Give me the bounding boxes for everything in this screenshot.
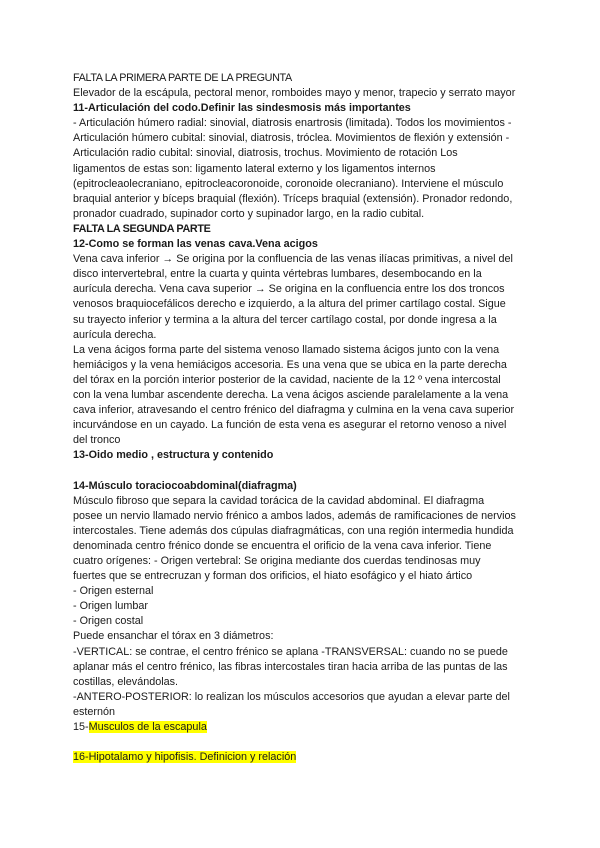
section-heading: 13-Oido medio , estructura y contenido <box>73 449 274 462</box>
text-line: con la vena lumbar ascendente derecha. La vena ácigos asciende paralelamente a la vena <box>73 388 509 401</box>
text-line: denominada centro frénico donde se encuentra el orificio de la vena cava inferior. Tiene <box>73 539 492 552</box>
text-line <box>73 463 533 478</box>
question-15 <box>73 720 533 735</box>
text-line: esternón <box>73 705 116 718</box>
text-line: pronador cuadrado, supinador corto y supinador largo, en la radio cubital. <box>73 207 425 220</box>
text-line: - Articulación húmero radial: sinovial, diatrosis enartrosis (limitada). Todos los movimientos - <box>73 117 512 130</box>
text-line: fuertes que se entrecruzan y forman dos orificios, el hiato esofágico y el hiato ártico <box>73 570 473 583</box>
text-line: del tórax en la porción interior posterior de la cavidad, naciente de la 12 º vena intercostal <box>73 373 501 386</box>
text-line: Puede ensanchar el tórax en 3 diámetros: <box>73 630 274 643</box>
text-line: -VERTICAL: se contrae, el centro frénico se aplana -TRANSVERSAL: cuando no se puede <box>73 645 508 658</box>
section-heading: 12-Como se forman las venas cava.Vena acigos <box>73 238 318 251</box>
text-line: Músculo fibroso que separa la cavidad torácica de la cavidad abdominal. El diafragma <box>73 494 485 507</box>
text-line: Articulación radio cubital: sinovial, diatrosis, trochus. Movimiento de rotación Los <box>73 147 458 160</box>
text-line: su trayecto inferior y termina a la altura del tercer cartílago costal, por donde ingresa a la <box>73 313 497 326</box>
section-heading: FALTA LA SEGUNDA PARTE <box>73 222 211 235</box>
text-line: - Origen esternal <box>73 585 154 598</box>
blank-line <box>73 735 533 750</box>
text-line: intercostales. Tiene además dos cúpulas diafragmáticas, con una región intermedia hundida <box>73 524 514 537</box>
text-line: del tronco <box>73 434 121 447</box>
text-line: cuatro orígenes: - Origen vertebral: Se origina mediante dos cuerdas tendinosas muy <box>73 555 481 567</box>
text-line: Vena cava inferior → Se origina por la confluencia de las venas ilíacas primitivas, a nivel del <box>73 253 513 266</box>
text-line: La vena ácigos forma parte del sistema venoso llamado sistema ácigos junto con la vena <box>73 343 500 356</box>
text-line: costillas, elevándolas. <box>73 675 179 688</box>
text-line: disco intervertebral, entre la cuarta y quinta vértebras lumbares, desembocando en la <box>73 268 482 281</box>
text-line: venosos braquiocefálicos derecho e izquierdo, a la altura del primer cartílago costal. Sigue <box>73 298 506 311</box>
text-line: aurícula derecha. Vena cava superior → Se origina en la confluencia entre los dos troncos <box>73 283 505 296</box>
text-line: posee un nervio llamado nervio frénico a ambos lados, además de ramificaciones de nervios <box>73 509 516 522</box>
question-15-highlight: Musculos de la escapula <box>88 721 207 734</box>
section-heading: 11-Articulación del codo.Definir las sindesmosis más importantes <box>73 102 411 115</box>
text-line: - Origen costal <box>73 615 144 628</box>
text-line: incurvándose en un cayado. La función de esta vena es asegurar el retorno venoso a nivel <box>73 419 507 432</box>
text-line: cava inferior, atravesando el centro frénico del diafragma y culmina en la vena cava superior <box>73 404 515 417</box>
question-16 <box>73 750 533 765</box>
text-line: - Origen lumbar <box>73 600 149 613</box>
document-body <box>73 71 533 720</box>
text-line: aplanar más el centro frénico, las fibras intercostales tiran hacia arriba de las puntas de las <box>73 660 508 673</box>
text-line: aurícula derecha. <box>73 328 157 341</box>
text-line: hemiácigos y la vena hemiácigos accesoria. Es una vena que se ubica en la parte derecha <box>73 358 507 371</box>
text-line: ligamentos de estas son: ligamento lateral externo y los ligamentos internos <box>73 162 436 175</box>
text-line: -ANTERO-POSTERIOR: lo realizan los músculos accesorios que ayudan a elevar parte del <box>73 690 510 703</box>
question-16-highlight: 16-Hipotalamo y hipofisis. Definicion y relación <box>73 751 297 764</box>
text-line: braquial anterior y bíceps braquial (flexión). Tríceps braquial (extensión). Pronador redondo, <box>73 192 513 205</box>
question-15-prefix: 15- <box>73 721 89 734</box>
text-line: FALTA LA PRIMERA PARTE DE LA PREGUNTA <box>73 72 292 84</box>
text-line: Articulación húmero cubital: sinovial, diatrosis, tróclea. Movimientos de flexión y extensión - <box>73 132 510 145</box>
text-line: Elevador de la escápula, pectoral menor, romboides mayo y menor, trapecio y serrato mayor <box>73 87 516 100</box>
section-heading: 14-Músculo toraciocoabdominal(diafragma) <box>73 479 297 492</box>
text-line: (epitrocleaolecraniano, epitrocleacoronoide, coronoide olecraniano). Interviene el músculo <box>73 177 504 190</box>
document-page <box>73 71 533 765</box>
